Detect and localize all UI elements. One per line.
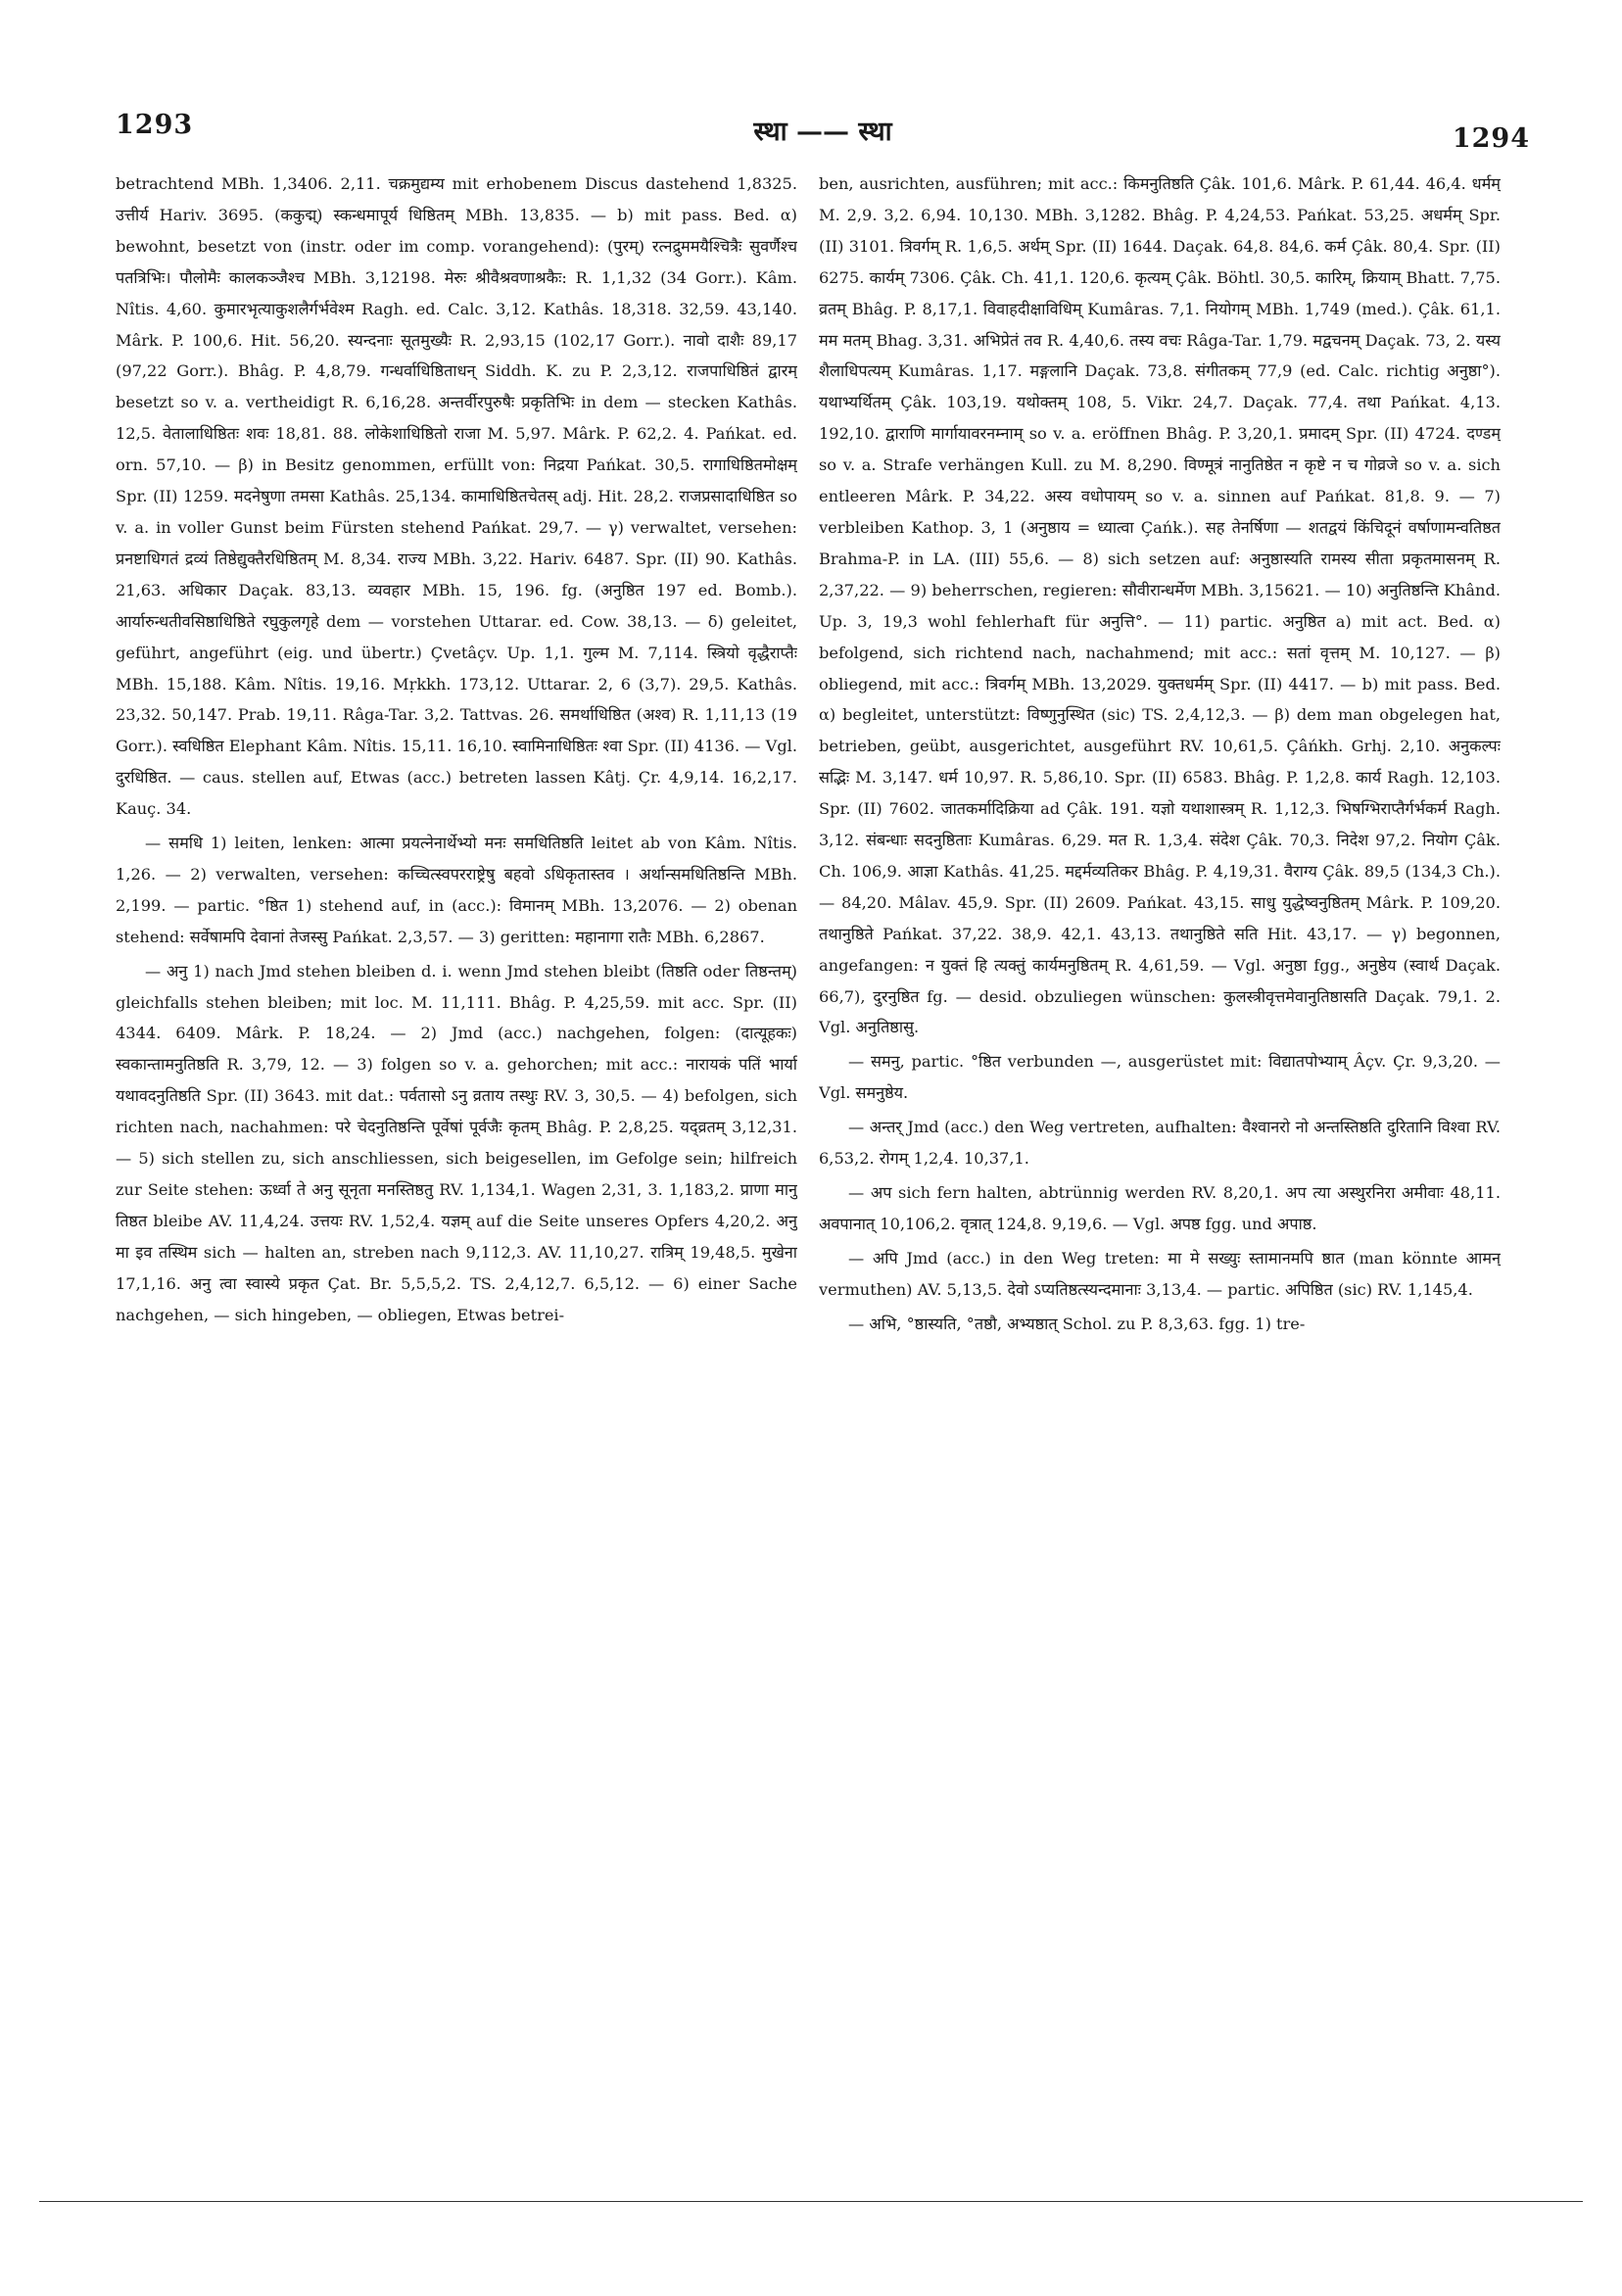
running-head: स्था —— स्था bbox=[753, 117, 892, 147]
left-column bbox=[116, 168, 797, 2103]
entry-paragraph: — अप sich fern halten, abtrünnig werden RV. 8,20,1. अप त्या अस्थुरनिरा अमीवाः 48,11. अवपानात् 10,106,2. वृत्रात् 124,8. 9,19,6. — Vgl. अपष्ठ fgg. und अपाष्ठ. bbox=[819, 1183, 1501, 1233]
bottom-rule bbox=[39, 2201, 1583, 2202]
right-column bbox=[819, 168, 1501, 2103]
entry-paragraph: betrachtend MBh. 1,3406. 2,11. चक्रमुद्यम्य mit erhobenem Discus dastehend 1,8325. उत्तीर्य Hariv. 3695. (ककुद्म्) स्कन्धमापूर्य धिष्ठितम् MBh. 13,835. — b) mit pass. Bed. α) bewohnt, besetzt von (instr. oder im comp. vorangehend): (पुरम्) रत्नद्रुममयैश्चित्रैः सुवर्णैश्च पतत्रिभिः। पौलोमैः कालकञ्जैश्च MBh. 3,12198. मेरुः श्रीवैश्रवणाश्रकैः: R. 1,1,32 (34 Gorr.). Kâm. Nîtis. 4,60. कुमारभृत्याकुशलैर्गर्भवेश्म Ragh. ed. Calc. 3,12. Kathâs. 18,318. 32,59. 43,140. Mârk. P. 100,6. Hit. 56,20. स्यन्दनाः सूतमुख्यैः R. 2,93,15 (102,17 Gorr.). नावो दाशैः 89,17 (97,22 Gorr.). Bhâg. P. 4,8,79. गन्धर्वाधिष्ठिताधन् Siddh. K. zu P. 2,3,12. राजपाधिष्ठितं द्वारम् besetzt so v. a. vertheidigt R. 6,16,28. अन्तर्वीरपुरुषैः प्रकृतिभिः in dem — stecken Kathâs. 12,5. वेतालाधिष्ठितः शवः 18,81. 88. लोकेशाधिष्ठितो राजा M. 5,97. Mârk. P. 62,2. 4. Pańkat. ed. orn. 57,10. — β) in Besitz genommen, erfüllt von: निद्रया Pańkat. 30,5. रागाधिष्ठितमोक्षम् Spr. (II) 1259. मदनेषुणा तमसा Kathâs. 25,134. कामाधिष्ठितचेतस् adj. Hit. 28,2. राजप्रसादाधिष्ठित so v. a. in voller Gunst beim Fürsten stehend Pańkat. 29,7. — γ) verwaltet, versehen: प्रनष्टाधिगतं द्रव्यं तिष्ठेद्युक्तैरधिष्ठितम् M. 8,34. राज्य MBh. 3,22. Hariv. 6487. Spr. (II) 90. Kathâs. 21,63. अधिकार Daçak. 83,13. व्यवहार MBh. 15, 196. fg. (अनुष्ठित 197 ed. Bomb.). आर्यारुन्धतीवसिष्ठाधिष्ठिते रघुकुलगृहे dem — vorstehen Uttarar. ed. Cow. 38,13. — δ) geleitet, geführt, angeführt (eig. und übertr.) Çvetâçv. Up. 1,1. गुल्म M. 7,114. स्त्रियो वृद्धैराप्तैः MBh. 15,188. Kâm. Nîtis. 19,16. Mṛkkh. 173,12. Uttarar. 2, 6 (3,7). 29,5. Kathâs. 23,32. 50,147. Prab. 19,11. Râga-Tar. 3,2. Tattvas. 26. समर्थाधिष्ठित (अश्व) R. 1,11,13 (19 Gorr.). स्वधिष्ठित Elephant Kâm. Nîtis. 15,11. 16,10. स्वामिनाधिष्ठितः श्वा Spr. (II) 4136. — Vgl. दुरधिष्ठित. — caus. stellen auf, Etwas (acc.) betreten lassen Kâtj. Çr. 4,9,14. 16,2,17. Kauç. 34. bbox=[116, 174, 797, 819]
entry-paragraph: — अन्तर् Jmd (acc.) den Weg vertreten, aufhalten: वैश्वानरो नो अन्तस्तिष्ठति दुरितानि विश्वा RV. 6,53,2. रोगम् 1,2,4. 10,37,1. bbox=[819, 1118, 1501, 1169]
entry-paragraph: — समधि 1) leiten, lenken: आत्मा प्रयत्नेनार्थेभ्यो मनः समधितिष्ठति leitet ab von Kâm. Nîtis. 1,26. — 2) verwalten, versehen: कच्चित्स्वपरराष्ट्रेषु बहवो ऽधिकृतास्तव । अर्थान्समधितिष्ठन्ति MBh. 2,199. — partic. °ष्ठित 1) stehend auf, in (acc.): विमानम् MBh. 13,2076. — 2) obenan stehend: सर्वेषामपि देवानां तेजस्सु Pańkat. 2,3,57. — 3) geritten: महानागा रातैः MBh. 6,2867. bbox=[116, 834, 797, 946]
entry-paragraph: — समनु, partic. °ष्ठित verbunden —, ausgerüstet mit: विद्यातपोभ्याम् Âçv. Çr. 9,3,20. — Vgl. समनुष्ठेय. bbox=[819, 1052, 1501, 1103]
entry-paragraph: — अभि, °ष्ठास्यति, °तष्ठौ, अभ्यष्ठात् Schol. zu P. 8,3,63. fgg. 1) tre- bbox=[848, 1314, 1306, 1333]
page-header bbox=[116, 110, 1530, 154]
entry-paragraph: — अपि Jmd (acc.) in den Weg treten: मा मे सख्युः स्तामानमपि ष्ठात (man könnte आमन् vermuthen) AV. 5,13,5. देवो ऽप्यतिष्ठत्स्यन्दमानाः 3,13,4. — partic. अपिष्ठित (sic) RV. 1,145,4. bbox=[819, 1248, 1501, 1299]
page-number-right: 1294 bbox=[1452, 123, 1530, 154]
page-number-left: 1293 bbox=[116, 110, 194, 140]
entry-paragraph: ben, ausrichten, ausführen; mit acc.: किमनुतिष्ठति Çâk. 101,6. Mârk. P. 61,44. 46,4. धर्मम् M. 2,9. 3,2. 6,94. 10,130. MBh. 3,1282. Bhâg. P. 4,24,53. Pańkat. 53,25. अधर्मम् Spr. (II) 3101. त्रिवर्गम् R. 1,6,5. अर्थम् Spr. (II) 1644. Daçak. 64,8. 84,6. कर्म Çâk. 80,4. Spr. (II) 6275. कार्यम् 7306. Çâk. Ch. 41,1. 120,6. कृत्यम् Çâk. Böhtl. 30,5. कारिम्, क्रियाम् Bhatt. 7,75. व्रतम् Bhâg. P. 8,17,1. विवाहदीक्षाविधिम् Kumâras. 7,1. नियोगम् MBh. 1,749 (med.). Çâk. 61,1. मम मतम् Bhag. 3,31. अभिप्रेतं तव R. 4,40,6. तस्य वचः Râga-Tar. 1,79. मद्वचनम् Daçak. 73, 2. यस्य शैलाधिपत्यम् Kumâras. 1,17. मङ्गलानि Daçak. 73,8. संगीतकम् 77,9 (ed. Calc. richtig अनुष्ठा°). यथाभ्यर्थितम् Çâk. 103,19. यथोक्तम् 108, 5. Vikr. 24,7. Daçak. 77,4. तथा Pańkat. 4,13. 192,10. द्वाराणि मार्गायावरनम्नाम् so v. a. eröffnen Bhâg. P. 3,20,1. प्रमादम् Spr. (II) 4724. दण्डम् so v. a. Strafe verhängen Kull. zu M. 8,290. विण्मूत्रं नानुतिष्ठेत न कृष्टे न च गोव्रजे so v. a. sich entleeren Mârk. P. 34,22. अस्य वधोपायम् so v. a. sinnen auf Pańkat. 81,8. 9. — 7) verbleiben Kathop. 3, 1 (अनुष्ठाय = ध्यात्वा Çańk.). सह तेनर्षिणा — शतद्वयं किंचिदूनं वर्षाणामन्वतिष्ठत Brahma-P. in LA. (III) 55,6. — 8) sich setzen auf: अनुष्ठास्यति रामस्य सीता प्रकृतमासनम् R. 2,37,22. — 9) beherrschen, regieren: सौवीरान्धर्मेण MBh. 3,15621. — 10) अनुतिष्ठन्ति Khând. Up. 3, 19,3 wohl fehlerhaft für अनुत्ति°. — 11) partic. अनुष्ठित a) mit act. Bed. α) befolgend, sich richtend nach, nachahmend; mit acc.: सतां वृत्तम् M. 10,127. — β) obliegend, mit acc.: त्रिवर्गम् MBh. 13,2029. युक्तधर्मम् Spr. (II) 4417. — b) mit pass. Bed. α) begleitet, unterstützt: विष्णुनुस्थित (sic) TS. 2,4,12,3. — β) dem man obgelegen hat, betrieben, geübt, ausgerichtet, ausgeführt RV. 10,61,5. Çâńkh. Grhj. 2,10. अनुकल्पः सद्भिः M. 3,147. धर्म 10,97. R. 5,86,10. Spr. (II) 6583. Bhâg. P. 1,2,8. कार्य Ragh. 12,103. Spr. (II) 7602. जातकर्मादिक्रिया ad Çâk. 191. यज्ञो यथाशास्त्रम् R. 1,12,3. भिषग्भिराप्तैर्गर्भकर्म Ragh. 3,12. संबन्धाः सदनुष्ठिताः Kumâras. 6,29. मत R. 1,3,4. संदेश Çâk. 70,3. निदेश 97,2. नियोग Çâk. Ch. 106,9. आज्ञा Kathâs. 41,25. मद्दर्मव्यतिकर Bhâg. P. 4,19,31. वैराग्य Çâk. 89,5 (134,3 Ch.). — 84,20. Mâlav. 45,9. Spr. (II) 2609. Pańkat. 43,15. साधु युद्धेष्वनुष्ठितम् Mârk. P. 109,20. तथानुष्ठिते Pańkat. 37,22. 38,9. 42,1. 43,13. तथानुष्ठिते सति Hit. 43,17. — γ) begonnen, angefangen: न युक्तं हि त्यक्तुं कार्यमनुष्ठितम् R. 4,61,59. — Vgl. अनुष्ठा fgg., अनुष्ठेय (स्वार्थ Daçak. 66,7), दुरनुष्ठित fg. — desid. obzuliegen wünschen: कुलस्त्रीवृत्तमेवानुतिष्ठासति Daçak. 79,1. 2. Vgl. अनुतिष्ठासु. bbox=[819, 174, 1501, 1037]
entry-paragraph: — अनु 1) nach Jmd stehen bleiben d. i. wenn Jmd stehen bleibt (तिष्ठति oder तिष्ठन्तम्) gleichfalls stehen bleiben; mit loc. M. 11,111. Bhâg. P. 4,25,59. mit acc. Spr. (II) 4344. 6409. Mârk. P. 18,24. — 2) Jmd (acc.) nachgehen, folgen: (दात्यूहकः) स्वकान्तामनुतिष्ठति R. 3,79, 12. — 3) folgen so v. a. gehorchen; mit acc.: नारायकं पतिं भार्या यथावदनुतिष्ठति Spr. (II) 3643. mit dat.: पर्वतासो ऽनु व्रताय तस्थुः RV. 3, 30,5. — 4) befolgen, sich richten nach, nachahmen: परे चेदनुतिष्ठन्ति पूर्वेषां पूर्वजैः कृतम् Bhâg. P. 2,8,25. यद्व्रतम् 3,12,31. — 5) sich stellen zu, sich anschliessen, sich beigesellen, im Gefolge sein; hilfreich zur Seite stehen: ऊर्ध्वा ते अनु सूनृता मनस्तिष्ठतु RV. 1,134,1. Wagen 2,31, 3. 1,183,2. प्राणा मानु तिष्ठत bleibe AV. 11,4,24. उत्तयः RV. 1,52,4. यज्ञम् auf die Seite unseres Opfers 4,20,2. अनु मा इव तस्थिम sich — halten an, streben nach 9,112,3. AV. 11,10,27. रात्रिम् 19,48,5. मुखेना 17,1,16. अनु त्वा स्वास्ये प्रकृत Çat. Br. 5,5,5,2. TS. 2,4,12,7. 6,5,12. — 6) einer Sache nachgehen, — sich hingeben, — obliegen, Etwas betrei- bbox=[116, 961, 797, 1324]
